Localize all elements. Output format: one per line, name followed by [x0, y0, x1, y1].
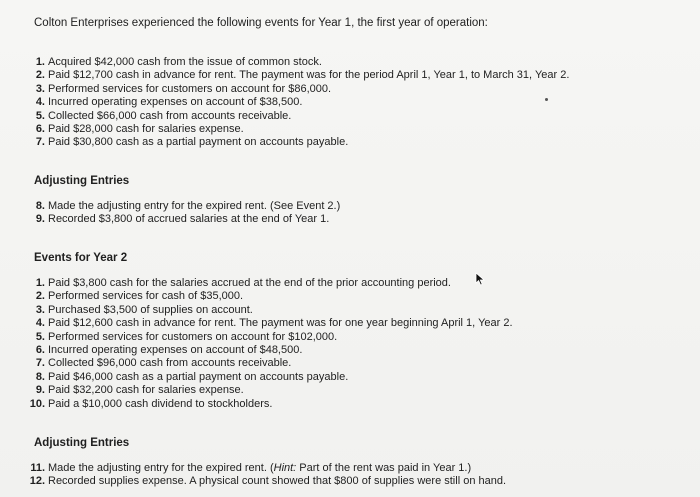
list-item: 2. Performed services for cash of $35,000. [35, 290, 244, 303]
adjusting-entries-heading-1: Adjusting Entries [34, 175, 130, 187]
list-item: 11. Made the adjusting entry for the expired rent. (Hint: Part of the rent was paid in Year 1.) [30, 462, 472, 474]
list-item: 12. Recorded supplies expense. A physical count showed that $800 of supplies were still on hand. [29, 475, 507, 488]
hint-label: Hint: [273, 462, 297, 474]
list-item: 3. Performed services for customers on account for $86,000. [35, 82, 332, 95]
list-item: 5. Performed services for customers on account for $102,000. [35, 330, 338, 343]
mouse-cursor-icon [475, 272, 487, 286]
list-item: 8. Made the adjusting entry for the expired rent. (See Event 2.) [35, 200, 341, 212]
list-item: 5. Collected $66,000 cash from accounts receivable. [35, 109, 292, 122]
list-item: 4. Paid $12,600 cash in advance for rent. The payment was for one year beginning April 1, Year 2. [35, 317, 513, 330]
list-item: 9. Recorded $3,800 of accrued salaries at the end of Year 1. [35, 213, 330, 226]
intro-text: Colton Enterprises experienced the following events for Year 1, the first year of operation: [34, 17, 488, 29]
year1-events-list [0, 56, 569, 150]
list-item: 7. Paid $30,800 cash as a partial payment on accounts payable. [35, 136, 349, 149]
list-item: 6. Paid $28,000 cash for salaries expense. [35, 123, 244, 136]
list-item: 7. Collected $96,000 cash from accounts receivable. [35, 357, 292, 370]
adjusting-entries-list-2 [0, 462, 506, 489]
list-item: 2. Paid $12,700 cash in advance for rent. The payment was for the period April 1, Year 1, to March 31, Year 2. [35, 69, 570, 82]
list-item: 9. Paid $32,200 cash for salaries expense. [35, 384, 244, 397]
list-item: 10. Paid a $10,000 cash dividend to stockholders. [29, 397, 273, 410]
list-item: 1. Acquired $42,000 cash from the issue of common stock. [35, 56, 322, 68]
list-item: 4. Incurred operating expenses on account of $38,500. [35, 96, 303, 109]
adjusting-entries-heading-2: Adjusting Entries [34, 437, 130, 449]
list-item: 8. Paid $46,000 cash as a partial payment on accounts payable. [35, 370, 349, 383]
stray-mark [545, 98, 548, 101]
list-item: 1. Paid $3,800 cash for the salaries accrued at the end of the prior accounting period. [35, 277, 451, 289]
year2-heading: Events for Year 2 [34, 252, 128, 264]
year2-events-list [0, 277, 513, 411]
list-item: 3. Purchased $3,500 of supplies on account. [35, 303, 253, 316]
list-item: 6. Incurred operating expenses on account of $48,500. [35, 344, 303, 357]
adjusting-entries-list-1 [0, 200, 340, 227]
